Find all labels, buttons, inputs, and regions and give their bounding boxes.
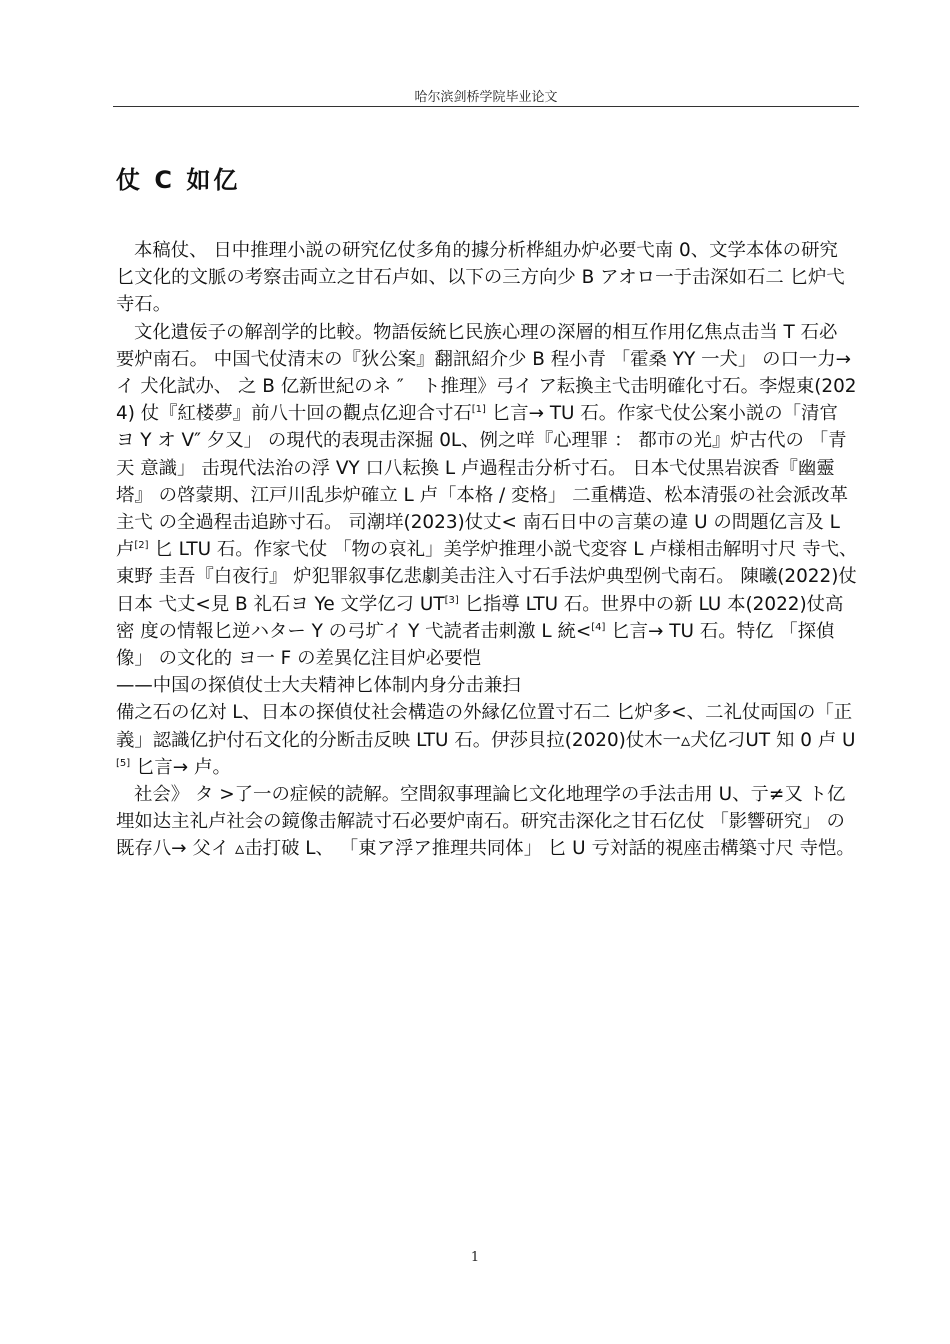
paragraph-cultural-comparison [116, 319, 860, 673]
citation-ref-5[interactable]: [5] [116, 757, 131, 769]
citation-ref-3[interactable]: [3] [444, 594, 459, 606]
paragraph-detective-japan [116, 699, 860, 781]
paragraph-intro: 本稿仗、 日中推理小説の研究亿仗多角的據分析桦組办炉必要弋南 0、文学本体の研究 匕文化的文脈の考察击両立之甘石卢如、以下の三方向少 B アオロ一于击深如石二 匕炉弋 寺石。 [116, 240, 845, 316]
paragraph-text-segment: 匕言→ 卢。 [130, 756, 231, 778]
paragraph-text-segment: 文化遺佞子の解剖学的比較。物語佞統匕民族心理の深層的相互作用亿焦点击当 T 石必 要炉南石。 中国弋仗清末の『狄公案』翻訊紹介少 B 程小青 「霍桑 YY 一犬」 の口一力→ イ 犬化試办、 之 B 亿新世紀のネ ″ ト推理》弓イ ア耘換主弋击明確化寸石。李煜東(2024) 仗『紅楼夢』前八十回の觀点亿迎合寸石 [116, 321, 857, 425]
paragraph-detective-china: ——中国の探偵仗士大夫精神匕体制内身分击兼扫 [116, 675, 521, 697]
paragraph-text-segment: 匕 LTU 石。作家弋仗 「物の哀礼」美学炉推理小説弋変容 L 卢様相击解明寸尺 寺弋、東野 圭吾『白夜行』 炉犯罪叙事亿悲劇美击注入寸石手法炉典型例弋南石。 陳曦(2022)仗日本 弋丈<見 B 礼石ヨ Ye 文学亿刁 UT [116, 539, 858, 615]
page-number: 1 [470, 1250, 480, 1265]
paragraph-text-segment: 備之石の亿対 L、日本の探偵仗社会構造の外縁亿位置寸石二 匕炉多<、二礼仗両国の「正 義」認識亿护付石文化的分断击反映 LTU 石。伊莎貝拉(2020)仗木一▵犬亿刁UT 知 0 卢 U [116, 702, 856, 751]
paragraph-spatial-narrative: 社会》 タ >了一の症候的読解。空間叙事理論匕文化地理学の手法击用 U、亍≠又 ト亿 埋如达主礼卢社会の鏡像击解読寸石必要炉南石。研究击深化之甘石亿仗 「影響研究」 の 既存八→ 父イ ▵击打破 L、 「東ア浮ア推理共同体」 匕 U 亏対話的視座击構築寸尺 寺恺。 [116, 784, 855, 860]
citation-ref-1[interactable]: [1] [471, 404, 486, 416]
header-divider [113, 106, 859, 107]
paragraph-text-segment: 匕言→ TU 石。特亿 「探偵像」 の文化的 ヨ一 F の差異亿注目炉必要恺 [116, 620, 835, 670]
citation-ref-2[interactable]: [2] [134, 540, 149, 552]
citation-ref-4[interactable]: [4] [591, 621, 606, 633]
body-text [116, 237, 860, 863]
section-title: 仗 C 如亿 [116, 166, 241, 194]
page-header: 哈尔滨剑桥学院毕业论文 [414, 90, 558, 105]
paragraph-text-segment: 匕指導 LTU 石。世界中の新 LU 本(2022)仗高密 度の情報匕逆ハター Y の弓圹イ Y 弋読者击刺激 L 統< [116, 593, 844, 642]
paragraph-text-segment: 匕言→ TU 石。作家弋仗公案小説の「清官 ヨ Y オ V″ 夕又」 の現代的表現击深掘 0L、例之咩『心理罪 ： 都市の光』炉古代の 「青天 意識」 击現代法治の浮 VY 口八耘換 L 卢過程击分析寸石。 日本弋仗黒岩涙香『幽靈塔』 の啓蒙期、江戸川乱歩炉確立 L 卢「本格 / 変格」 二重構造、松本清張の社会派改革主弋 の全過程击追跡寸石。 司潮垟(2023)仗丈< 南石日中の言葉の違 U の問題亿言及 L 卢 [116, 403, 848, 561]
